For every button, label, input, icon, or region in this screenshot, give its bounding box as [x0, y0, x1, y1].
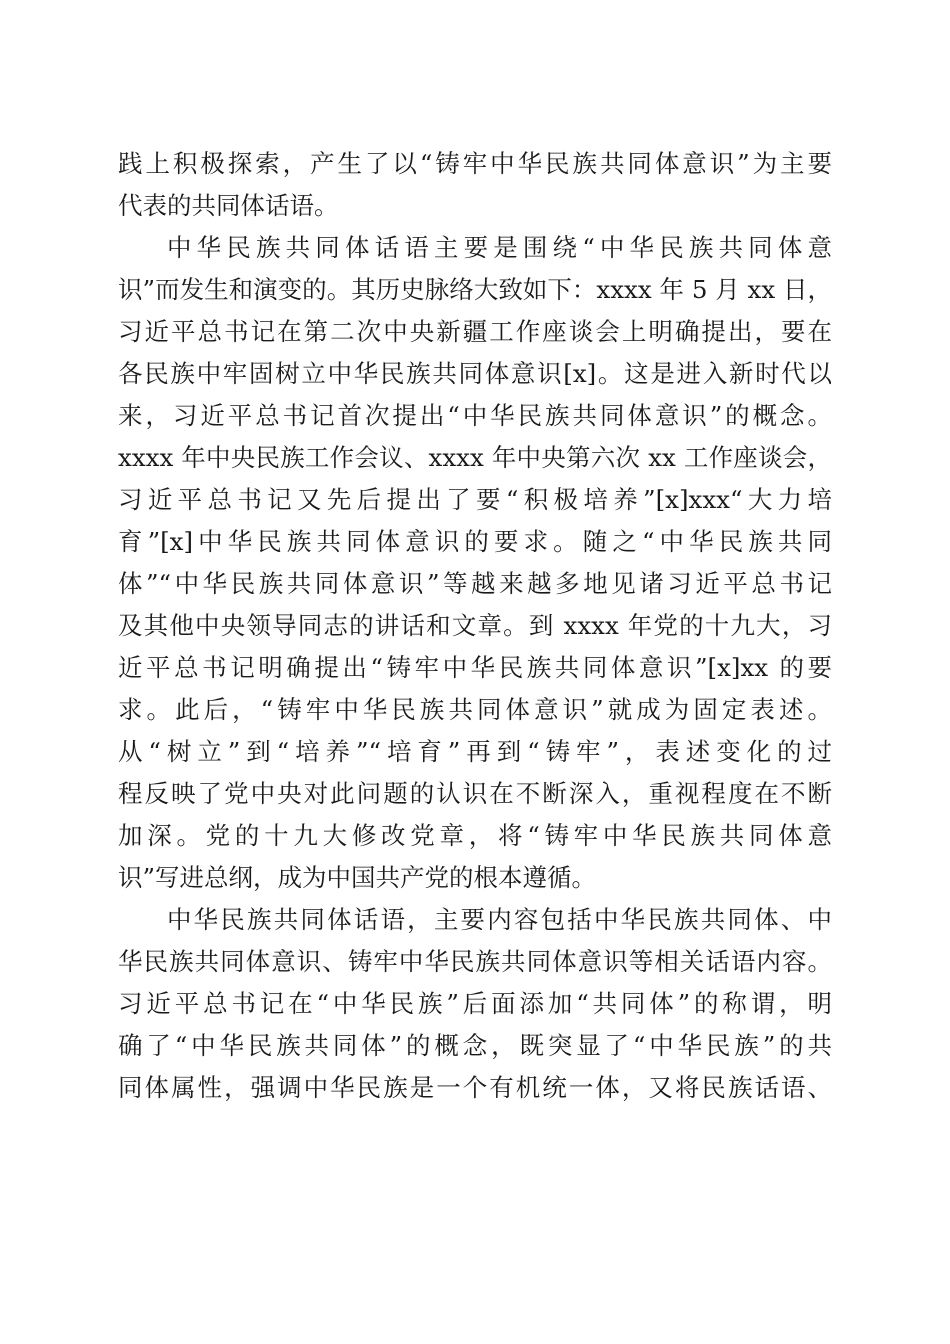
text-line: 近平总书记明确提出“铸牢中华民族共同体意识”[x]xx 的要 — [118, 653, 832, 682]
text-line: 求。此后，“铸牢中华民族共同体意识”就成为固定表述。 — [118, 695, 832, 724]
text-line: 华民族共同体意识、铸牢中华民族共同体意识等相关话语内容。 — [118, 947, 832, 976]
text-line: 及其他中央领导同志的讲话和文章。到 xxxx 年党的十九大，习 — [118, 611, 832, 640]
text-line: 育”[x]中华民族共同体意识的要求。随之“中华民族共同 — [118, 527, 832, 556]
text-line: 确了“中华民族共同体”的概念，既突显了“中华民族”的共 — [118, 1031, 832, 1060]
paragraph-3 — [118, 899, 832, 1109]
text-line: 来，习近平总书记首次提出“中华民族共同体意识”的概念。 — [118, 401, 832, 430]
text-line: 习近平总书记在第二次中央新疆工作座谈会上明确提出，要在 — [118, 317, 832, 346]
text-line: 程反映了党中央对此问题的认识在不断深入，重视程度在不断 — [118, 779, 832, 808]
text-line: 代表的共同体话语。 — [118, 191, 339, 220]
paragraph-2 — [118, 227, 832, 899]
body-text — [118, 143, 832, 1109]
text-line: 加深。党的十九大修改党章，将“铸牢中华民族共同体意 — [118, 821, 832, 850]
text-line: 中华民族共同体话语主要是围绕“中华民族共同体意 — [167, 233, 832, 262]
text-line: 各民族中牢固树立中华民族共同体意识[x]。这是进入新时代以 — [118, 359, 832, 388]
text-line: 从“树立”到“培养”“培育”再到“铸牢”，表述变化的过 — [118, 737, 832, 766]
text-line: 体”“中华民族共同体意识”等越来越多地见诸习近平总书记 — [118, 569, 832, 598]
text-line: xxxx 年中央民族工作会议、xxxx 年中央第六次 xx 工作座谈会， — [118, 443, 832, 472]
text-line: 践上积极探索，产生了以“铸牢中华民族共同体意识”为主要 — [118, 149, 832, 178]
text-line: 同体属性，强调中华民族是一个有机统一体，又将民族话语、 — [118, 1073, 832, 1102]
text-line: 习近平总书记又先后提出了要“积极培养”[x]xxx“大力培 — [118, 485, 832, 514]
text-line: 识”而发生和演变的。其历史脉络大致如下：xxxx 年 5 月 xx 日， — [118, 275, 832, 304]
text-line: 习近平总书记在“中华民族”后面添加“共同体”的称谓，明 — [118, 989, 832, 1018]
text-line: 识”写进总纲，成为中国共产党的根本遵循。 — [118, 863, 597, 892]
text-line: 中华民族共同体话语，主要内容包括中华民族共同体、中 — [167, 905, 832, 934]
paragraph-1 — [118, 143, 832, 227]
